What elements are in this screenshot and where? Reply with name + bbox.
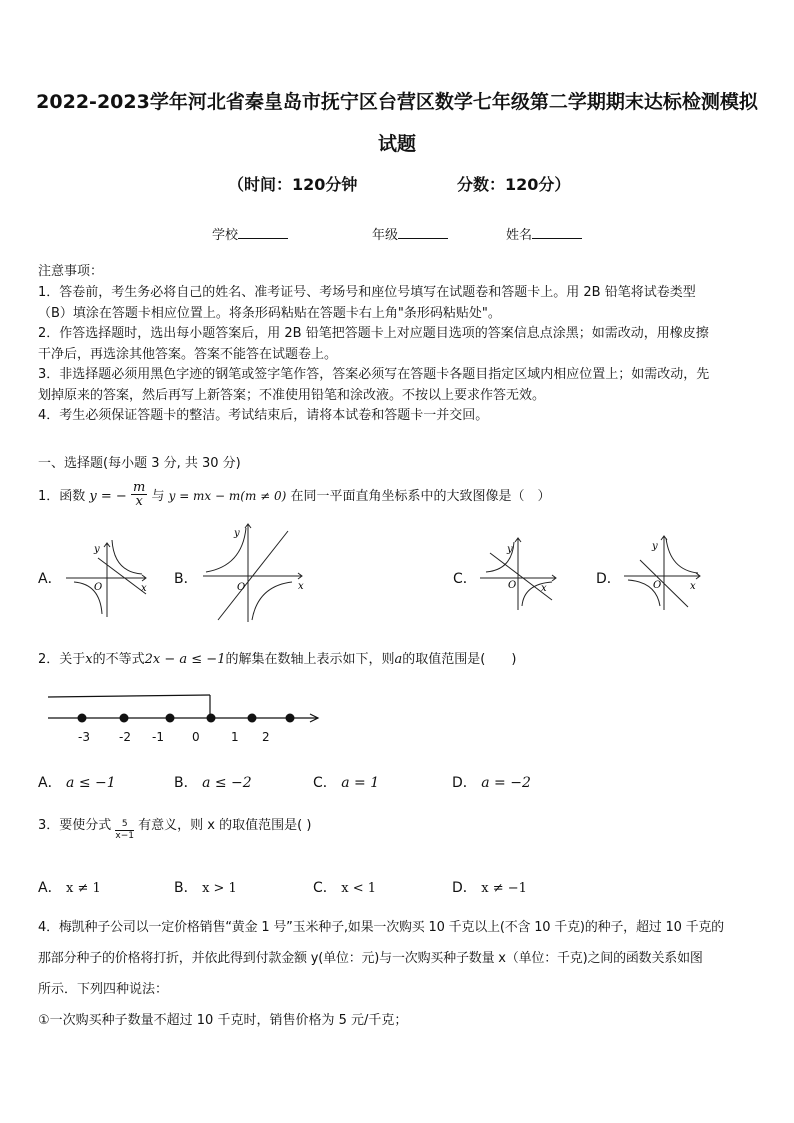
q3-option-a-label: A． — [38, 880, 62, 896]
q3-prefix: 3．要使分式 — [38, 818, 112, 833]
score-info: 分数：120分） — [457, 175, 571, 194]
q3-option-d-value: x ≠ −1 — [481, 881, 527, 896]
q2-option-d-value: a = −2 — [481, 775, 531, 791]
q2-option-b[interactable] — [174, 772, 252, 792]
q2-tick: 1 — [231, 730, 239, 744]
q1-c-y-label: y — [507, 544, 513, 555]
q1-d-x-label: x — [690, 581, 696, 592]
notes-line: 干净后，再选涂其他答案。答案不能答在试题卷上。 — [38, 346, 338, 362]
q1-a-y-label: y — [94, 544, 100, 555]
q3-option-b-label: B． — [174, 880, 198, 896]
q2-option-a[interactable] — [38, 772, 116, 792]
q1-expr2: y = mx − m(m ≠ 0) — [168, 489, 287, 503]
notes-line: （B）填涂在答题卡相应位置上。将条形码粘贴在答题卡右上角"条形码粘贴处"。 — [38, 305, 501, 321]
q2-option-b-value: a ≤ −2 — [202, 775, 252, 791]
q4-line-1: 4．梅凯种子公司以一定价格销售“黄金 1 号”玉米种子,如果一次购买 10 千克以上(不含 10 千克)的种子，超过 10 千克的 — [38, 920, 724, 935]
q2-option-c[interactable] — [313, 772, 379, 792]
notes-line: 3．非选择题必须用黑色字迹的钢笔或签字笔作答，答案必须写在答题卡各题目指定区域内相应位置上；如需改动，先 — [38, 367, 710, 382]
q3-frac-den: x−1 — [115, 831, 135, 841]
q4-line-3: 所示．下列四种说法： — [38, 982, 169, 997]
q4-item-1 — [38, 1009, 407, 1028]
q1-option-a-label[interactable]: A． — [38, 571, 62, 587]
grade-label: 年级 — [372, 228, 399, 243]
q3-option-a[interactable] — [38, 877, 101, 897]
q1-c-origin: O — [508, 580, 517, 591]
q2-mid2: 的解集在数轴上表示如下，则 — [225, 652, 395, 667]
q2-option-d[interactable] — [452, 772, 531, 792]
school-label: 学校 — [212, 228, 239, 243]
q1-b-x-label: x — [298, 581, 304, 592]
q4-item1-mark: ① — [38, 1013, 50, 1028]
q3-option-b[interactable] — [174, 877, 237, 897]
q2-prefix: 2．关于 — [38, 652, 86, 667]
q3-fraction — [115, 819, 134, 842]
q1-option-b-label[interactable]: B． — [174, 571, 198, 587]
q2-option-a-label: A． — [38, 775, 62, 791]
q1-frac-den: x — [135, 494, 143, 509]
q3-option-b-value: x > 1 — [202, 881, 237, 896]
q2-tick: 2 — [262, 730, 270, 744]
q2-option-c-value: a = 1 — [341, 775, 380, 791]
q1-prefix: 1．函数 — [38, 489, 86, 504]
q2-option-a-value: a ≤ −1 — [66, 775, 116, 791]
q1-frac-num: m — [132, 480, 146, 495]
page-title-line1: 2022-2023学年河北省秦皇岛市抚宁区台营区数学七年级第二学期期末达标检测模拟 — [36, 91, 758, 113]
q2-tick: -3 — [78, 730, 90, 744]
q2-option-d-label: D． — [452, 775, 477, 791]
notes-line: 划掉原来的答案，然后再写上新答案；不准使用铅笔和涂改液。不按以上要求作答无效。 — [38, 387, 546, 403]
notes-heading: 注意事项： — [38, 264, 104, 279]
notes-line: 4．考生必须保证答题卡的整洁。考试结束后，请将本试卷和答题卡一并交回。 — [38, 408, 489, 423]
q2-option-b-label: B． — [174, 775, 198, 791]
time-info: （时间：120分钟 — [228, 175, 358, 194]
q4-item1-text: 一次购买种子数量不超过 10 千克时，销售价格为 5 元/千克； — [49, 1013, 408, 1028]
q3-option-a-value: x ≠ 1 — [66, 881, 101, 896]
q1-option-d-label[interactable]: D． — [596, 571, 621, 587]
q2-var-a: a — [394, 652, 403, 667]
name-label: 姓名 — [506, 228, 533, 243]
q3-option-c-label: C． — [313, 880, 337, 896]
q2-mid1: 的不等式 — [92, 652, 145, 667]
q1-d-y-label: y — [652, 541, 658, 552]
q3-suffix: 有意义，则 x 的取值范围是( ) — [138, 818, 312, 833]
q1-c-x-label: x — [541, 583, 547, 594]
page-title-line2: 试题 — [377, 133, 416, 155]
q3-frac-num: 5 — [115, 819, 134, 831]
question-3 — [38, 814, 312, 841]
q2-tick: -2 — [119, 730, 131, 744]
q2-tick: 0 — [192, 730, 200, 744]
q1-y-eq: y = − — [89, 489, 127, 504]
notes-line: 2．作答选择题时，选出每小题答案后，用 2B 铅笔把答题卡上对应题目选项的答案信息点涂黑；如需改动，用橡皮擦 — [38, 326, 709, 341]
q2-ineq: 2x − a ≤ −1 — [144, 652, 226, 667]
q1-mid: 与 — [151, 489, 165, 504]
q1-d-origin: O — [653, 580, 662, 591]
q1-option-c-label[interactable]: C． — [453, 571, 477, 587]
q4-line-2: 那部分种子的价格将打折，并依此得到付款金额 y(单位：元)与一次购买种子数量 x（单位：千克)之间的函数关系如图 — [38, 951, 703, 966]
q2-option-c-label: C． — [313, 775, 337, 791]
q1-a-origin: O — [94, 582, 103, 593]
q1-a-x-label: x — [141, 583, 147, 594]
q3-option-c[interactable] — [313, 877, 376, 897]
q3-option-d[interactable] — [452, 877, 527, 897]
notes-line: 1．答卷前，考生务必将自己的姓名、准考证号、考场号和座位号填写在试题卷和答题卡上。用 2B 铅笔将试卷类型 — [38, 285, 696, 300]
q1-suffix: 在同一平面直角坐标系中的大致图像是（ ） — [290, 489, 551, 504]
q3-option-d-label: D． — [452, 880, 477, 896]
section-heading: 一、选择题(每小题 3 分, 共 30 分) — [38, 456, 241, 471]
q2-suffix: 的取值范围是( ) — [402, 652, 517, 667]
q3-option-c-value: x < 1 — [341, 881, 376, 896]
q1-b-origin: O — [237, 582, 246, 593]
q2-var: x — [85, 652, 93, 667]
q1-b-y-label: y — [234, 528, 240, 539]
q2-tick: -1 — [152, 730, 164, 744]
